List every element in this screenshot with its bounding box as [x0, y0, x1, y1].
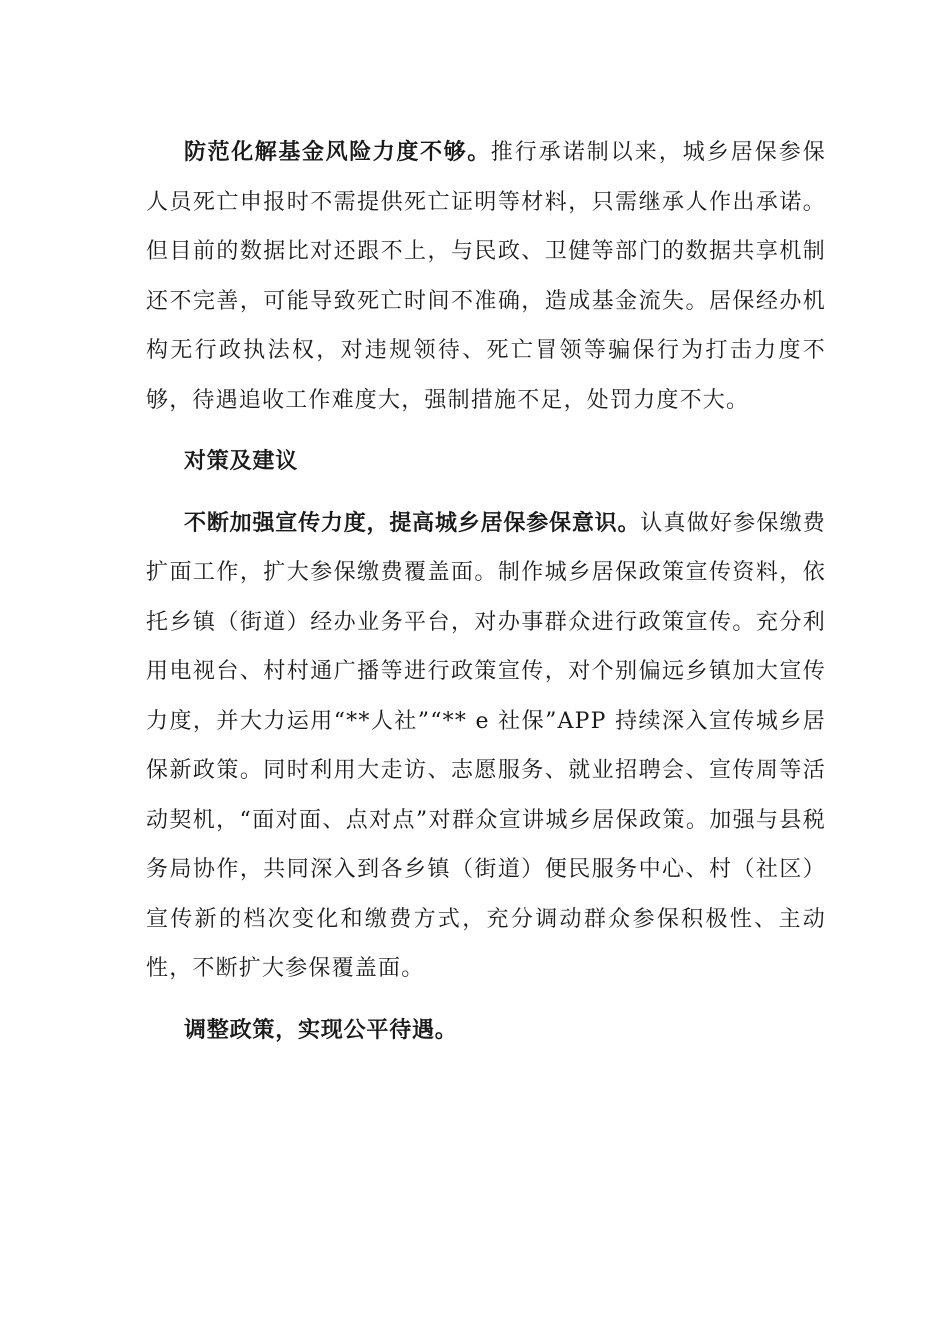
section-heading: 对策及建议 [184, 449, 299, 474]
document-body [146, 128, 826, 1055]
paragraph-policy-adjustment [146, 1006, 826, 1056]
paragraph-lead: 调整政策，实现公平待遇。 [184, 1017, 458, 1043]
paragraph-text: 推行承诺制以来，城乡居保参保人员死亡申报时不需提供死亡证明等材料，只需继承人作出承诺。但目前的数据比对还跟不上，与民政、卫健等部门的数据共享机制还不完善，可能导致死亡时间不准确，造成基金流失。居保经办机构无行政执法权，对违规领待、死亡冒领等骗保行为打击力度不够，待遇追收工作难度大，强制措施不足，处罚力度不大。 [146, 140, 826, 413]
paragraph-text: 认真做好参保缴费扩面工作，扩大参保缴费覆盖面。制作城乡居保政策宣传资料，依托乡镇（街道）经办业务平台，对办事群众进行政策宣传。充分利用电视台、村村通广播等进行政策宣传，对个别偏远乡镇加大宣传力度，并大力运用“**人社”“** e 社保”APP 持续深入宣传城乡居保新政策。同时利用大走访、志愿服务、就业招聘会、宣传周等活动契机，“面对面、点对点”对群众宣讲城乡居保政策。加强与县税务局协作，共同深入到各乡镇（街道）便民服务中心、村（社区）宣传新的档次变化和缴费方式，充分调动群众参保积极性、主动性，不断扩大参保覆盖面。 [146, 510, 826, 981]
paragraph-publicity [146, 499, 826, 994]
paragraph-lead: 防范化解基金风险力度不够。 [184, 140, 491, 165]
paragraph-lead: 不断加强宣传力度，提高城乡居保参保意识。 [184, 510, 641, 536]
paragraph-fund-risk [146, 128, 826, 425]
